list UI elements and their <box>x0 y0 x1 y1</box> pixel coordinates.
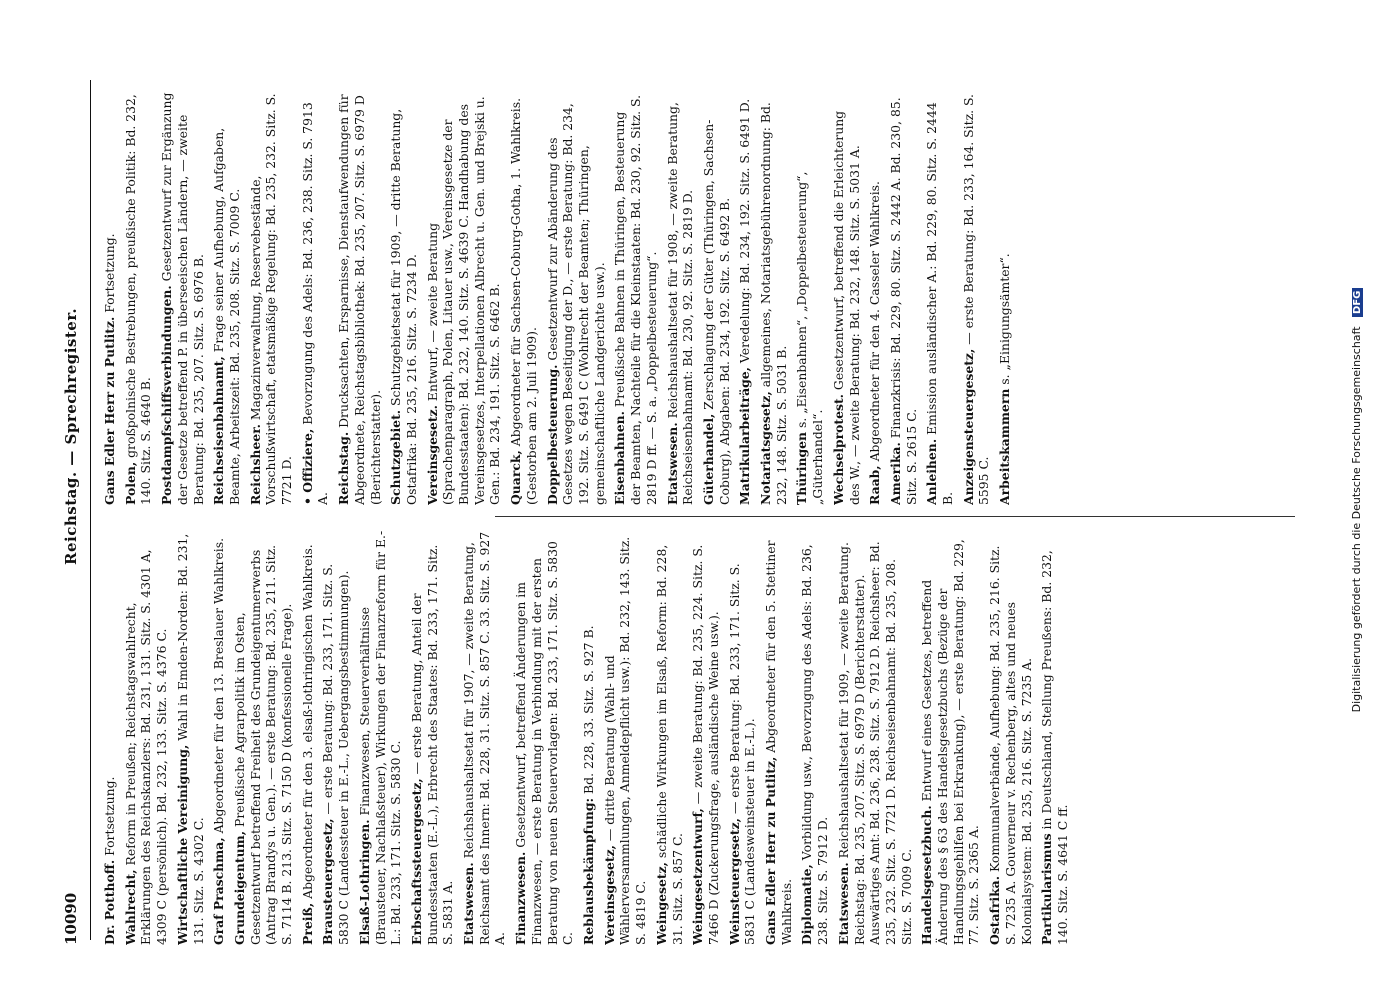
entry-heading: Wirtschaftliche Vereinigung, <box>174 744 190 945</box>
entry-heading: Thüringen <box>794 431 810 505</box>
register-entry <box>300 530 316 945</box>
register-entry <box>665 90 696 505</box>
entry-text: Abgeordneter für Sachsen-Coburg-Gotha, 1. Wahlkreis. (Gestorben am 2. Juli 1909). <box>508 97 539 505</box>
entry-heading: Preiß, <box>299 902 315 945</box>
entry-heading: Finanzwesen. <box>513 851 529 945</box>
register-entry <box>513 530 576 945</box>
register-entry <box>300 90 331 505</box>
entry-text: Abgeordneter für den 3. elsaß-lothringischen Wahlkreis. <box>299 544 315 899</box>
register-entry <box>123 530 170 945</box>
register-entry <box>211 90 242 505</box>
entry-heading: Graf Praschma, <box>211 837 227 945</box>
register-entry <box>1039 530 1070 945</box>
register-entry <box>799 530 830 945</box>
entry-heading: Weingesetzentwurf, <box>690 808 706 945</box>
entry-text: — dritte Beratung (Wahl- und Wählerversammlungen, Anmeldepflicht usw.): Bd. 232, 143. Sitz. S. 4819 C. <box>601 536 649 945</box>
register-entry <box>612 90 659 505</box>
header-rule <box>90 80 91 940</box>
register-entry <box>737 90 753 505</box>
register-entry <box>919 530 982 945</box>
left-column <box>102 530 1297 945</box>
entry-heading: Grundeigentum, <box>231 830 247 945</box>
entry-text: — erste Beratung: Bd. 233, 171. Sitz. S. 5830 C (Landessteuer in E.-L., Uebergangsbestimmungen). <box>320 563 352 945</box>
entry-text: Magazinverwaltung, Reservebestände, Vorschußwirtschaft, etatsmäßige Regelung: Bd. 235, 232. Sitz. S. 7721 D. <box>247 93 295 505</box>
entry-heading: Notariatsgesetz, <box>758 391 774 505</box>
register-entry <box>320 530 351 945</box>
register-entry <box>690 530 721 945</box>
digitization-credit <box>1350 0 1370 1000</box>
entry-text: allgemeines, Notariatsgebührenordnung: Bd. 232, 148. Sitz. S. 5031 B. <box>758 102 789 505</box>
register-entry <box>232 530 295 945</box>
entry-text: Abgeordneter für den 4. Casseler Wahlkreis. <box>867 181 883 462</box>
entry-heading: Partikularismus <box>1039 833 1055 945</box>
entry-heading: Raab, <box>867 465 883 505</box>
entry-text: Reichshaushaltsetat für 1909, — zweite Beratung. Reichstag: Bd. 235, 207. Sitz. S. 6979 D (Berichterstatter). Auswärtiges Amt: Bd. 236, 238. Sitz. S. 7912 D. Reichsheer: Bd. 235, 232. Sitz. S. 7721 D. Reichseisenbahnamt: Bd. 235, 208. Sitz. S. 7009 C. <box>835 541 914 945</box>
register-entry <box>581 530 597 945</box>
entry-text: Zerschlagung der Güter (Thüringen, Sachsen-Coburg), Abgaben: Bd. 234, 192. Sitz. S. 6492 B. <box>700 119 732 505</box>
entry-text: Veredelung: Bd. 234, 192. Sitz. S. 6491 D. <box>737 98 753 364</box>
entry-heading: Diplomatie, <box>799 864 815 945</box>
entry-heading: Doppelbesteuerung. <box>544 364 560 505</box>
register-entry <box>336 90 383 505</box>
entry-text: Finanzwesen, Steuerverhältnisse (Brausteuer, Nachlaßsteuer), Wirkungen der Finanzreform für E.-L.: Bd. 233, 171. Sitz. S. 5830 C. <box>356 530 404 945</box>
right-column <box>102 90 1297 505</box>
register-entry <box>987 530 1034 945</box>
entry-text: Reichshaushaltsetat für 1907, — zweite Beratung, Reichsamt des Innern: Bd. 228, 31. Sitz. S. 857 C. 33. Sitz. S. 927 A. <box>461 531 508 945</box>
entry-heading: Gans Edler Herr zu Putlitz. <box>102 316 117 505</box>
entry-heading: Postdampfschiffsverbindungen. <box>159 285 175 505</box>
entry-text: Preußische Agrarpolitik im Osten, Gesetzentwurf betreffend Freiheit des Grundeigentumerwerbs (Antrag Brandys u. Gen.). — erste Beratung: Bd. 235, 211. Sitz. S. 7114 B. 213. Sitz. S. 7150 D (konfessionelle Frage). <box>231 544 295 945</box>
register-entry <box>461 530 508 945</box>
register-entry <box>924 90 955 505</box>
entry-heading: Wahlrecht, <box>122 869 138 945</box>
entry-heading: Quarck, <box>508 450 524 505</box>
register-entry <box>248 90 295 505</box>
entry-heading: Wechselprotest. <box>830 394 846 505</box>
entry-heading: Dr. Potthoff. <box>102 859 117 945</box>
register-entry <box>175 530 206 945</box>
entry-text: in Deutschland, Stellung Preußens: Bd. 232, 140. Sitz. S. 4641 C ff. <box>1039 550 1070 945</box>
entry-text: Wahl in Emden-Norden: Bd. 231, 131. Sitz. S. 4302 C. <box>174 533 206 945</box>
entry-heading: Amerika. <box>887 442 903 505</box>
register-entry <box>211 530 227 945</box>
entry-text: Abgeordneter für den 13. Breslauer Wahlkreis. <box>211 537 227 834</box>
register-entry <box>727 530 758 945</box>
entry-heading: Etatswesen. <box>461 862 477 945</box>
entry-heading: Reblausbekämpfung: <box>580 797 596 945</box>
entry-heading: Anleihen. <box>924 438 940 505</box>
entry-heading: Weingesetz, <box>653 862 669 945</box>
entry-heading: • Offiziere, <box>299 428 315 505</box>
entry-text: Reform in Preußen; Reichstagswahlrecht, Erklärungen des Reichskanzlers: Bd. 231, 131. Sitz. S. 4301 A, 4309 C (persönlich). Bd. 232, 133. Sitz. S. 4376 C. <box>122 549 170 945</box>
entry-heading: Elsaß-Lothringen. <box>356 819 372 945</box>
entry-text: — erste Beratung: Bd. 233, 164. Sitz. S. 5595 C. <box>960 94 992 505</box>
entry-text: Gesetzentwurf, betreffend die Erleichterung des W., — zweite Beratung: Bd. 232, 148. Sitz. S. 5031 A. <box>830 110 862 505</box>
entry-heading: Reichsheer. <box>247 424 263 505</box>
register-entry <box>425 90 504 505</box>
entry-heading: Gans Edler Herr zu Putlitz, <box>763 756 779 945</box>
register-entry <box>758 90 789 505</box>
register-entry <box>357 530 404 945</box>
entry-heading: Reichstag. <box>336 431 352 505</box>
entry-heading: Polen, <box>122 461 138 505</box>
entry-heading: Arbeitskammern <box>997 388 1013 505</box>
entry-heading: Brausteuergesetz, <box>320 818 336 945</box>
register-entry <box>701 90 732 505</box>
entry-heading: Eisenbahnen. <box>612 411 628 505</box>
entry-text: schädliche Wirkungen im Elsaß, Reform: Bd. 228, 31. Sitz. S. 857 C. <box>653 544 685 945</box>
register-entry <box>961 90 992 505</box>
register-entry <box>409 530 456 945</box>
register-entry <box>388 90 419 505</box>
entry-text: Entwurf, — zweite Beratung (Sprachenparagraph, Polen, Litauer usw., Vereinsgesetze der Bundesstaaten): Bd. 232, 140. Sitz. S. 4639 C. Handhabung des Vereinsgesetzes, Interpellationen Albrecht u. Gen. und Brejski u. Gen.: Bd. 234, 191. Sitz. S. 6462 B. <box>424 96 503 505</box>
entry-text: Gesetzentwurf zur Abänderung des Gesetzes wegen Beseitigung der D., — erste Beratung: Bd. 234, 192. Sitz. S. 6491 C (Wohlrecht der Beamten; Thüringen, gemeinschaftliche Landgerichte usw.). <box>544 103 607 505</box>
entry-heading: Ostafrika. <box>987 875 1003 945</box>
entry-heading: Etatswesen. <box>664 422 680 505</box>
entry-text: Preußische Bahnen in Thüringen, Besteuerung der Beamten, Nachteile für die Kleinstaaten: Bd. 230, 92. Sitz. S. 2819 D ff. — S. a. „Doppelbesteuerung“. <box>612 94 659 505</box>
register-entry <box>888 90 919 505</box>
entry-text: Emission ausländischer A.: Bd. 229, 80. Sitz. S. 2444 B. <box>924 102 956 505</box>
register-entry <box>508 90 539 505</box>
entry-heading: Vereinsgesetz, <box>601 845 617 945</box>
entry-text: Kommunalverbände, Aufhebung: Bd. 235, 216. Sitz. S. 7235 A. Gouverneur v. Rechenberg, altes und neues Kolonialsystem: Bd. 235, 216. Sitz. S. 7235 A. <box>987 545 1034 945</box>
entry-text: Fortsetzung. <box>102 776 117 856</box>
entry-heading: Vereinsgesetz. <box>424 405 440 505</box>
dfg-logo: DFG <box>1352 288 1363 317</box>
entry-text: Finanzkrisis: Bd. 229, 80. Sitz. S. 2442 A. Bd. 230, 85. Sitz. S. 2615 C. <box>887 97 919 505</box>
entry-text: — erste Beratung, Anteil der Bundesstaaten (E.-L.), Erbrecht des Staates: Bd. 233, 171. Sitz. S. 5831 A. <box>408 544 456 945</box>
entry-heading: Anzeigensteuergesetz, <box>960 348 976 505</box>
entry-text: — erste Beratung: Bd. 233, 171. Sitz. S. 5831 C (Landesweinsteuer in E.-L.). <box>726 563 758 945</box>
entry-text: s. „Eisenbahnen“, „Doppelbesteuerung“, „Güterhandel“. <box>794 171 826 505</box>
entry-text: großpolnische Bestrebungen, preußische Politik: Bd. 232, 140. Sitz. S. 4640 B. <box>122 94 154 505</box>
entry-text: Abgeordneter für den 5. Stettiner Wahlkreis. <box>763 540 794 945</box>
page-number: 10090 <box>62 892 80 945</box>
register-entry <box>831 90 862 505</box>
column-divider <box>495 516 1295 517</box>
register-entry <box>654 530 685 945</box>
entry-text: Reichshaushaltsetat für 1908, — zweite Beratung, Reichseisenbahnamt: Bd. 230, 92. Sitz. S. 2819 D. <box>664 102 696 505</box>
entry-text: Bd. 228, 33. Sitz. S. 927 B. <box>580 625 596 794</box>
register-entry <box>123 90 154 505</box>
entry-text: Fortsetzung. <box>102 233 117 313</box>
entry-text: Gesetzentwurf zur Ergänzung der Gesetze betreffend P. in überseeischen Ländern, — zweite Beratung: Bd. 235, 207. Sitz. S. 6976 B. <box>159 92 206 505</box>
register-entry <box>602 530 649 945</box>
entry-heading: Weinsteuergesetz, <box>726 818 742 945</box>
entry-heading: Etatswesen. <box>835 862 851 945</box>
entry-heading: Matrikularbeiträge, <box>737 367 753 505</box>
register-entry <box>763 530 794 945</box>
register-entry <box>102 90 118 505</box>
entry-heading: Erbschaftssteuergesetz, <box>408 778 424 945</box>
entry-heading: Schutzgebiet. <box>388 409 404 505</box>
credit-text: Digitalisierung gefördert durch die Deutsche Forschungsgemeinschaft <box>1350 326 1363 713</box>
entry-text: Entwurf eines Gesetzes, betreffend Änderung des § 63 des Handelsgesetzbuchs (Bezüge der Handlungsgehilfen bei Erkrankung), — erste Beratung: Bd. 229, 77. Sitz. S. 2365 A. <box>919 539 982 945</box>
register-entry <box>836 530 915 945</box>
entry-text: s. „Einigungsämter“. <box>997 253 1013 385</box>
entry-text: Bevorzugung des Adels: Bd. 236, 238. Sitz. S. 7913 A. <box>299 102 331 505</box>
register-entry <box>545 90 608 505</box>
register-entry <box>794 90 825 505</box>
register-entry <box>867 90 883 505</box>
entry-text: — zweite Beratung: Bd. 235, 224. Sitz. S. 7466 D (Zuckerungsfrage, ausländische Weine usw.). <box>690 544 721 945</box>
entry-text: Drucksachten, Ersparnisse, Dienstaufwendungen für Abgeordnete, Reichstagsbibliothek: Bd. 235, 207. Sitz. S. 6979 D (Berichterstatter). <box>336 94 383 505</box>
register-entry <box>102 530 118 945</box>
register-entry <box>159 90 206 505</box>
entry-heading: Handelsgesetzbuch. <box>919 805 935 945</box>
entry-heading: Güterhandel, <box>700 413 716 505</box>
running-title: Reichstag. — Sprechregister. <box>62 307 80 565</box>
entry-text: Frage seiner Aufhebung, Aufgaben, Beamte, Arbeitszeit: Bd. 235, 208. Sitz. S. 7009 C. <box>211 127 242 505</box>
entry-text: Vorbildung usw., Bevorzugung des Adels: Bd. 236, 238. Sitz. S. 7912 D. <box>799 544 831 945</box>
entry-text: Schutzgebietsetat für 1909, — dritte Beratung, Ostafrika: Bd. 235, 216. Sitz. S. 7234 D. <box>388 108 419 505</box>
entry-heading: Reichseisenbahnamt, <box>211 356 227 505</box>
entry-text: Gesetzentwurf, betreffend Änderungen im Finanzwesen, — erste Beratung in Verbindung mit der ersten Beratung von neuen Steuervorlagen: Bd. 233, 171. Sitz. S. 5830 C. <box>513 541 576 945</box>
register-entry <box>997 90 1013 505</box>
